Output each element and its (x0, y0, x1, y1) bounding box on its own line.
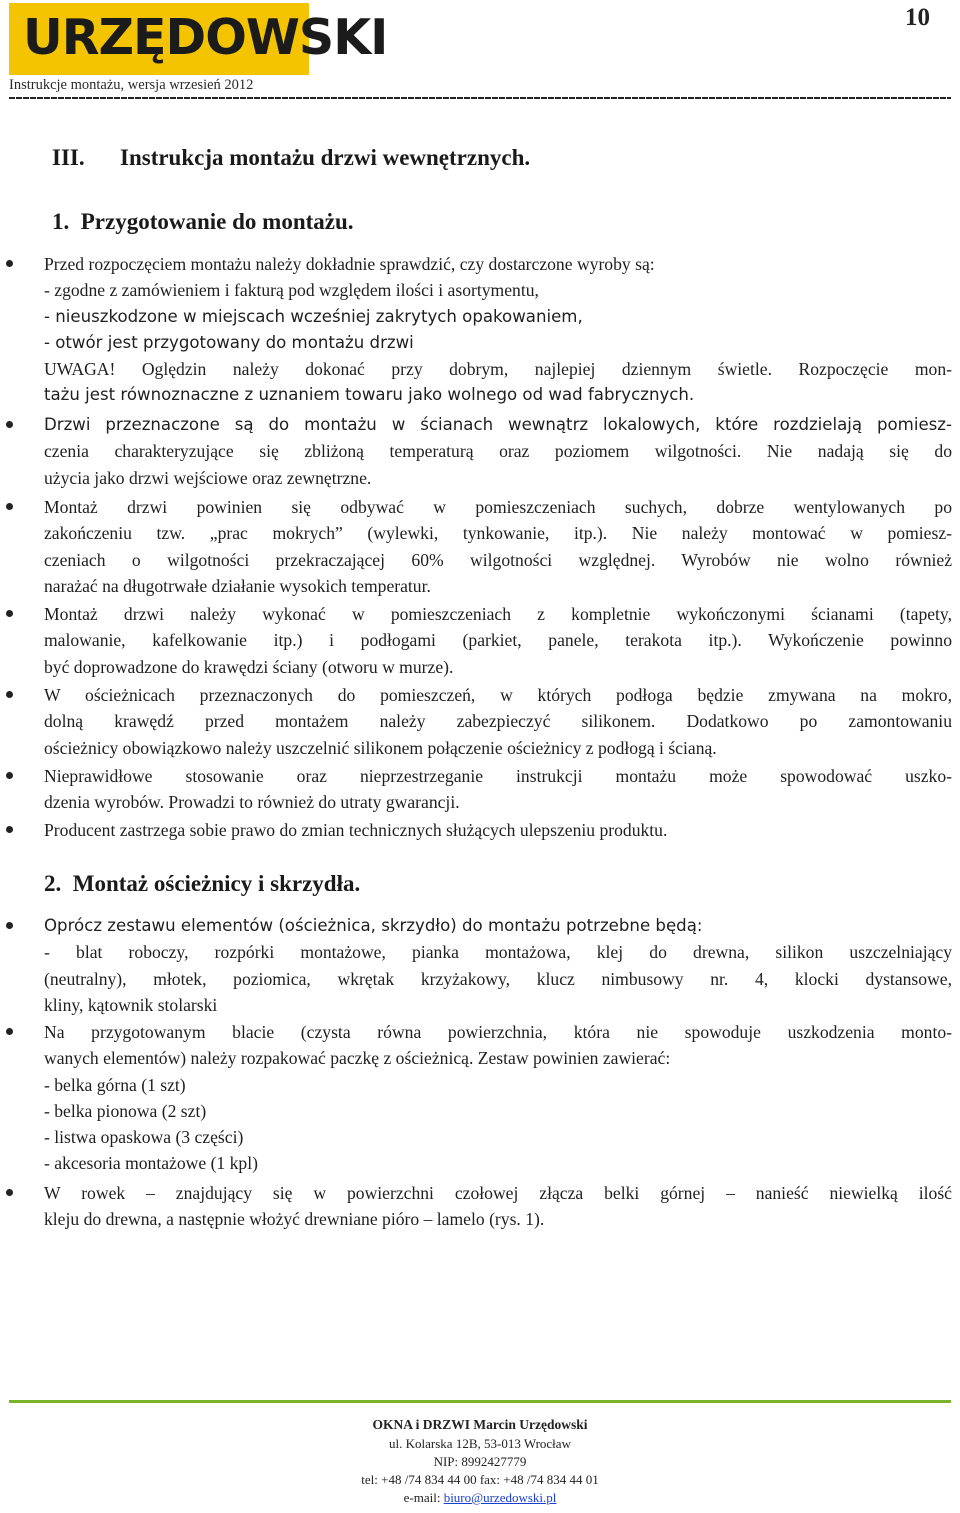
list-item (44, 251, 952, 409)
paragraph-line: - belka pionowa (2 szt) (44, 1100, 207, 1121)
paragraph-line: Przed rozpoczęciem montażu należy dokładnie sprawdzić, czy dostarczone wyroby są: (44, 254, 655, 274)
subsection-heading-2: 2. Montaż ościeżnicy i skrzydła. (44, 871, 361, 896)
paragraph-line: dzenia wyrobów. Prowadzi to również do utraty gwarancji. (44, 792, 460, 813)
paragraph-line: Nieprawidłowe stosowanie oraz nieprzestrzeganie instrukcji montażu może spowodować uszko- (44, 766, 952, 786)
footer-divider (9, 1400, 951, 1403)
paragraph-line: (neutralny), młotek, poziomica, wkrętak krzyżakowy, klucz nimbusowy nr. 4, klocki dystansowe, (44, 968, 952, 989)
paragraph-line: czeniach o wilgotności przekraczającej 60% wilgotności względnej. Wyrobów nie wolno również (44, 549, 952, 570)
paragraph-line: W rowek – znajdujący się w powierzchni czołowej złącza belki górnej – nanieść niewielką ilość (44, 1183, 952, 1203)
bullet-icon (6, 691, 13, 698)
bullet-icon (6, 421, 13, 428)
list-item (44, 913, 952, 1018)
paragraph-line: UWAGA! Oględzin należy dokonać przy dobrym, najlepiej dziennym świetle. Rozpoczęcie mon- (44, 359, 952, 380)
footer-address: ul. Kolarska 12B, 53-013 Wrocław (389, 1436, 571, 1451)
list-item (44, 412, 952, 491)
paragraph-line: dolną krawędź przed montażem należy zabezpieczyć silikonem. Dodatkowo po zamontowaniu (44, 711, 952, 732)
paragraph-line: czenia charakteryzujące się zbliżoną temperaturą oraz poziomem wilgotności. Nie nadają się do (44, 441, 952, 462)
list-item (44, 763, 952, 816)
brand-logo (9, 3, 388, 75)
paragraph-line: - nieuszkodzone w miejscach wcześniej zakrytych opakowaniem, (44, 306, 583, 326)
paragraph-line: użycia jako drzwi wejściowe oraz zewnętrzne. (44, 467, 372, 488)
paragraph-line: malowanie, kafelkowanie itp.) i podłogami (parkiet, panele, terakota itp.). Wykończenie powinno (44, 630, 952, 651)
paragraph-line: - listwa opaskowa (3 części) (44, 1127, 244, 1148)
footer-email-label: e-mail: (403, 1490, 444, 1505)
paragraph-line: - akcesoria montażowe (1 kpl) (44, 1153, 258, 1174)
logo-text: URZĘDOWSKI (23, 9, 388, 66)
list-item (44, 601, 952, 680)
paragraph-line: - blat roboczy, rozpórki montażowe, pianka montażowa, klej do drewna, silikon uszczelniający (44, 942, 952, 963)
section-number: III. (52, 145, 85, 170)
paragraph-line: - zgodne z zamówieniem i fakturą pod względem ilości i asortymentu, (44, 280, 539, 301)
header-divider (9, 97, 951, 99)
paragraph-line: Drzwi przeznaczone są do montażu w ścianach wewnątrz lokalowych, które rozdzielają pomiesz- (44, 415, 952, 434)
paragraph-line: ościeżnicy obowiązkowo należy uszczelnić silikonem połączenie ościeżnicy z podłogą i ścianą. (44, 737, 717, 758)
subsection-heading-1: 1. Przygotowanie do montażu. (52, 209, 354, 234)
paragraph-line: wanych elementów) należy rozpakować paczkę z ościeżnicą. Zestaw powinien zawierać: (44, 1048, 671, 1069)
list-item (44, 1180, 952, 1233)
paragraph-line: być doprowadzone do krawędzi ściany (otworu w murze). (44, 656, 454, 677)
email-link[interactable]: biuro@urzedowski.pl (443, 1490, 557, 1505)
paragraph-line: Producent zastrzega sobie prawo do zmian technicznych służących ulepszeniu produktu. (44, 820, 668, 840)
bullet-icon (6, 922, 13, 929)
paragraph-line: - otwór jest przygotowany do montażu drzwi (44, 332, 414, 352)
bullet-icon (6, 260, 13, 267)
footer-email (0, 1490, 960, 1506)
paragraph-line: Montaż drzwi należy wykonać w pomieszczeniach z kompletnie wykończonymi ścianami (tapety, (44, 604, 952, 624)
paragraph-line: Na przygotowanym blacie (czysta równa powierzchnia, która nie spowoduje uszkodzenia monto- (44, 1022, 952, 1042)
page-number: 10 (905, 4, 930, 31)
paragraph-line: zakończeniu tzw. „prac mokrych” (wylewki, tynkowanie, itp.). Nie należy montować w pomiesz- (44, 523, 952, 544)
bullet-icon (6, 503, 13, 510)
footer-nip: NIP: 8992427779 (433, 1454, 527, 1469)
paragraph-line: - belka górna (1 szt) (44, 1074, 186, 1095)
list-item (44, 817, 952, 843)
section-title: Instrukcja montażu drzwi wewnętrznych. (120, 145, 531, 170)
bullet-icon (6, 772, 13, 779)
bullet-icon (6, 610, 13, 617)
paragraph-line: W ościeżnicach przeznaczonych do pomieszczeń, w których podłoga będzie zmywana na mokro, (44, 685, 952, 705)
list-item (44, 494, 952, 599)
footer-phone: tel: +48 /74 834 44 00 fax: +48 /74 834 44 01 (361, 1472, 599, 1487)
paragraph-line: Oprócz zestawu elementów (ościeżnica, skrzydło) do montażu potrzebne będą: (44, 916, 703, 935)
list-item (44, 682, 952, 761)
paragraph-line: kleju do drewna, a następnie włożyć drewniane pióro – lamelo (rys. 1). (44, 1209, 545, 1230)
paragraph-line: kliny, kątownik stolarski (44, 994, 218, 1015)
footer-company: OKNA i DRZWI Marcin Urzędowski (372, 1417, 588, 1432)
bullet-icon (6, 826, 13, 833)
paragraph-line: narażać na długotrwałe działanie wysokich temperatur. (44, 575, 431, 596)
document-subtitle: Instrukcje montażu, wersja wrzesień 2012 (9, 77, 254, 93)
paragraph-line: Montaż drzwi powinien się odbywać w pomieszczeniach suchych, dobrze wentylowanych po (44, 497, 952, 517)
section-heading (52, 145, 530, 171)
paragraph-line: tażu jest równoznaczne z uznaniem towaru jako wolnego od wad fabrycznych. (44, 385, 695, 405)
bullet-icon (6, 1028, 13, 1035)
bullet-icon (6, 1189, 13, 1196)
list-item (44, 1019, 952, 1177)
